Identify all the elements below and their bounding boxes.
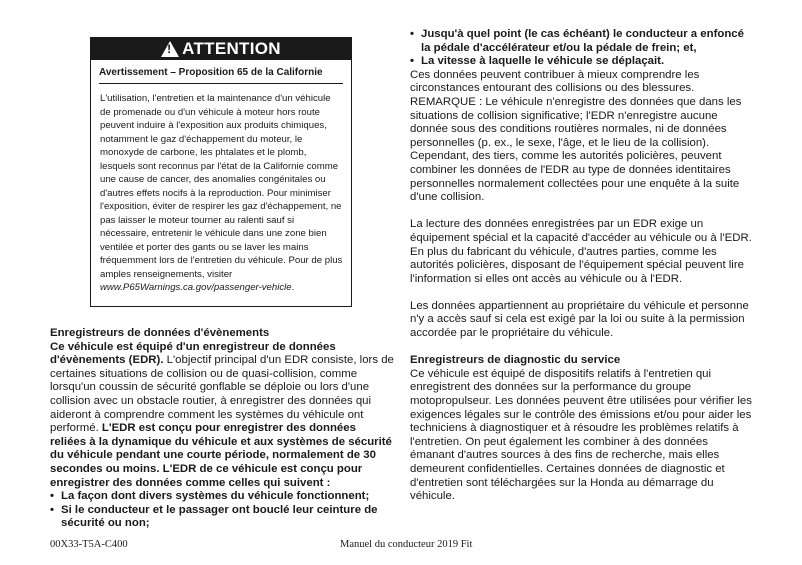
warning-triangle-icon	[161, 41, 179, 57]
warning-divider	[99, 83, 343, 84]
warning-body-text: L'utilisation, l'entretien et la maintenance d'un véhicule de promenade ou d'un véhicule à moteur hors route peuvent induire à l'exposition aux produits chimiques, notamment le gaz d'échappement du moteur, le monoxyde de carbone, les phtalates et le plomb, lesquels sont reconnus par l'état de la Californie comme une cause de cancer, des anomalies congénitales ou d'autres effets nocifs à la reproduction. Pour minimiser l'exposition, éviter de respirer les gaz d'échappement, ne pas laisser le moteur tourner au ralenti sauf si nécessaire, entretenir le véhicule dans une zone bien ventilée et porter des gants ou se laver les mains fréquemment lors de l'entretien du véhicule. Pour de plus amples renseignements, visiter	[100, 93, 343, 280]
bullet-text: Si le conducteur et le passager ont bouclé leur ceinture de sécurité ou non;	[61, 503, 378, 530]
data-reading-paragraph: La lecture des données enregistrées par un EDR exige un équipement spécial et la capacité d'accéder au véhicule ou à l'EDR. En plus du fabricant du véhicule, d'autres parties, comme les autorités policières, disposant de l'équipement spécial peuvent lire l'information si elles ont accès au véhicule ou à l'EDR.	[410, 218, 752, 285]
bullet-icon: •	[410, 28, 414, 40]
edr-intro-bold: Ce véhicule est équipé d'un enregistreur de données d'évènements (EDR).	[50, 340, 336, 367]
paragraph-gap	[410, 205, 755, 219]
left-column	[50, 327, 395, 531]
paragraph-gap	[410, 341, 755, 355]
bullet-text: La façon dont divers systèmes du véhicule fonctionnent;	[61, 490, 370, 503]
warning-title: ATTENTION	[182, 39, 281, 58]
right-column	[410, 28, 755, 504]
warning-subtitle: Avertissement – Proposition 65 de la Californie	[99, 67, 323, 78]
bullet-text: La vitesse à laquelle le véhicule se déplaçait.	[421, 55, 665, 68]
edr-intro-text: L'objectif principal d'un EDR consiste, lors de certaines situations de collision ou de quasi-collision, comme lorsqu'un coussin de sécurité gonflable se déploie ou lors d'une collision avec un obstacle routier, à enregistrer des données qui aideront à comprendre comment les systèmes du véhicule ont performé.	[50, 354, 394, 435]
list-item	[50, 490, 395, 504]
data-ownership-paragraph: Les données appartiennent au propriétaire du véhicule et personne n'y a accès sauf si cela est exigé par la loi ou suite à la permission accordée par le propriétaire du véhicule.	[410, 299, 749, 340]
warning-header	[91, 38, 351, 60]
bullet-icon: •	[50, 503, 54, 516]
diagnostic-heading: Enregistreurs de diagnostic du service	[410, 354, 621, 367]
list-item	[50, 504, 395, 531]
bullet-icon: •	[410, 55, 414, 68]
bullet-text: Jusqu'à quel point (le cas échéant) le conducteur a enfoncé la pédale d'accélérateur et/ou la pédale de frein; et,	[421, 28, 744, 54]
list-item	[410, 28, 755, 55]
list-item	[410, 55, 755, 69]
bullet-icon: •	[50, 490, 54, 503]
data-use-paragraph: Ces données peuvent contribuer à mieux comprendre les circonstances entourant des collisions ou des blessures. REMARQUE : Le véhicule n'enregistre des données que dans les situations de collision significative; l'EDR n'enregistre aucune donnée sous des conditions routières normales, ni de données personnelles (p. ex., le sexe, l'âge, et le lieu de la collision). Cependant, des tiers, comme les autorités policières, peuvent combiner les données de l'EDR au type de données identitaires personnelles normalement collectées pour une enquête à la suite d'une collision.	[410, 68, 742, 204]
warning-box	[90, 37, 352, 307]
warning-body	[100, 92, 343, 295]
edr-heading: Enregistreurs de données d'évènements	[50, 327, 270, 339]
warning-body-end: .	[291, 282, 295, 293]
edr-intro	[50, 341, 395, 491]
edr-para-bold: L'EDR est conçu pour enregistrer des données reliées à la dynamique du véhicule et aux systèmes de sécurité du véhicule pendant une courte période, normalement de 30 secondes ou moins. L'EDR de ce véhicule est conçu pour enregistrer des données comme celles qui suivent :	[50, 422, 392, 489]
footer-title: Manuel du conducteur 2019 Fit	[340, 539, 473, 550]
diagnostic-paragraph: Ce véhicule est équipé de dispositifs relatifs à l'entretien qui enregistrent des données sur la performance du groupe motopropulseur. Les données peuvent être utilisées pour vérifier les exigences légales sur le contrôle des émissions et/ou pour aider les techniciens à diagnostiquer et à résoudre les problèmes relatifs à l'entretien. On peut également les combiner à des données émanant d'autres sources à des fins de recherche, mais elles demeurent confidentielles. Certaines données de diagnostic et d'entretien sont téléchargées sur la Honda au démarrage du véhicule.	[410, 367, 752, 503]
footer-code: 00X33-T5A-C400	[50, 539, 128, 550]
paragraph-gap	[410, 286, 755, 300]
warning-link[interactable]: www.P65Warnings.ca.gov/passenger-vehicle	[100, 282, 292, 293]
